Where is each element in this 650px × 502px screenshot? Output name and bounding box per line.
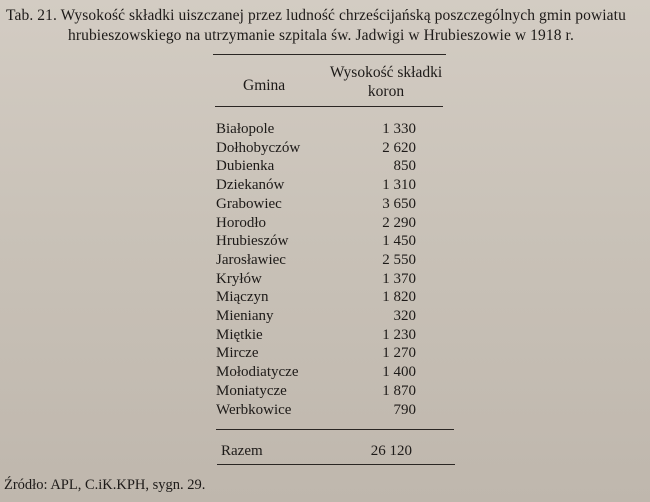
contribution-value: 790 — [393, 401, 416, 418]
gmina-name: Mircze — [216, 345, 259, 362]
contribution-value: 1 450 — [382, 233, 416, 250]
caption-line-1: Tab. 21. Wysokość składki uiszczanej przez ludność chrześcijańską poszczególnych gmin powiatu — [6, 7, 626, 24]
gmina-name: Mieniany — [216, 308, 274, 324]
table-row — [216, 251, 416, 270]
table-row — [216, 232, 416, 251]
column-header-value — [320, 63, 452, 101]
contribution-value: 1 310 — [382, 177, 416, 194]
total-row — [221, 442, 412, 461]
table-caption — [6, 6, 642, 46]
contribution-value: 1 230 — [382, 326, 416, 343]
column-header-gmina: Gmina — [243, 77, 286, 94]
table-row — [216, 270, 416, 289]
contribution-value: 2 290 — [382, 214, 416, 231]
gmina-name: Werbkowice — [216, 401, 292, 418]
total-value: 26 120 — [370, 443, 412, 459]
gmina-name: Miączyn — [216, 289, 269, 306]
header-bottom-rule — [215, 106, 443, 107]
gmina-name: Miętkie — [216, 326, 263, 343]
gmina-name: Dubienka — [216, 158, 275, 175]
table-row — [216, 382, 416, 401]
table-top-rule — [213, 54, 446, 55]
contribution-value: 1 270 — [382, 345, 416, 362]
table-row — [216, 363, 416, 382]
gmina-name: Dziekanów — [216, 177, 285, 194]
gmina-name: Horodło — [216, 214, 266, 231]
table-row — [216, 214, 416, 233]
table-row — [216, 176, 416, 195]
gmina-name: Białopole — [216, 121, 275, 137]
table-row — [216, 326, 416, 345]
gmina-name: Mołodiatycze — [216, 364, 299, 381]
body-bottom-rule — [216, 429, 454, 430]
table-row — [216, 401, 416, 420]
contribution-value: 1 370 — [382, 270, 416, 287]
contribution-value: 2 550 — [382, 251, 416, 268]
contribution-value: 320 — [393, 308, 416, 324]
gmina-name: Dołhobyczów — [216, 139, 301, 156]
column-header-value-line-1: Wysokość składki — [329, 64, 443, 81]
contribution-value: 1 820 — [382, 289, 416, 306]
contribution-value: 850 — [393, 158, 416, 175]
table-row — [216, 157, 416, 176]
contribution-value: 1 870 — [382, 382, 416, 399]
gmina-name: Grabowiec — [216, 195, 282, 212]
gmina-name: Kryłów — [216, 270, 262, 287]
table-row — [216, 195, 416, 214]
caption-line-2: hrubieszowskiego na utrzymanie szpitala św. Jadwigi w Hrubieszowie w 1918 r. — [68, 27, 574, 44]
table-row — [216, 139, 416, 158]
gmina-name: Moniatycze — [216, 382, 287, 399]
contribution-value: 2 620 — [382, 139, 416, 156]
column-header-value-line-2: koron — [367, 83, 405, 100]
gmina-name: Jarosławiec — [216, 251, 286, 268]
table-row — [216, 344, 416, 363]
source-note: Źródło: APL, C.iK.KPH, sygn. 29. — [4, 477, 206, 493]
table-row — [216, 307, 416, 326]
table-row — [216, 288, 416, 307]
contribution-value: 1 400 — [382, 364, 416, 381]
table-bottom-rule — [217, 464, 455, 465]
contribution-value: 3 650 — [382, 195, 416, 212]
contribution-value: 1 330 — [382, 121, 416, 137]
total-label: Razem — [221, 443, 263, 459]
gmina-name: Hrubieszów — [216, 233, 289, 250]
table-row — [216, 120, 416, 139]
